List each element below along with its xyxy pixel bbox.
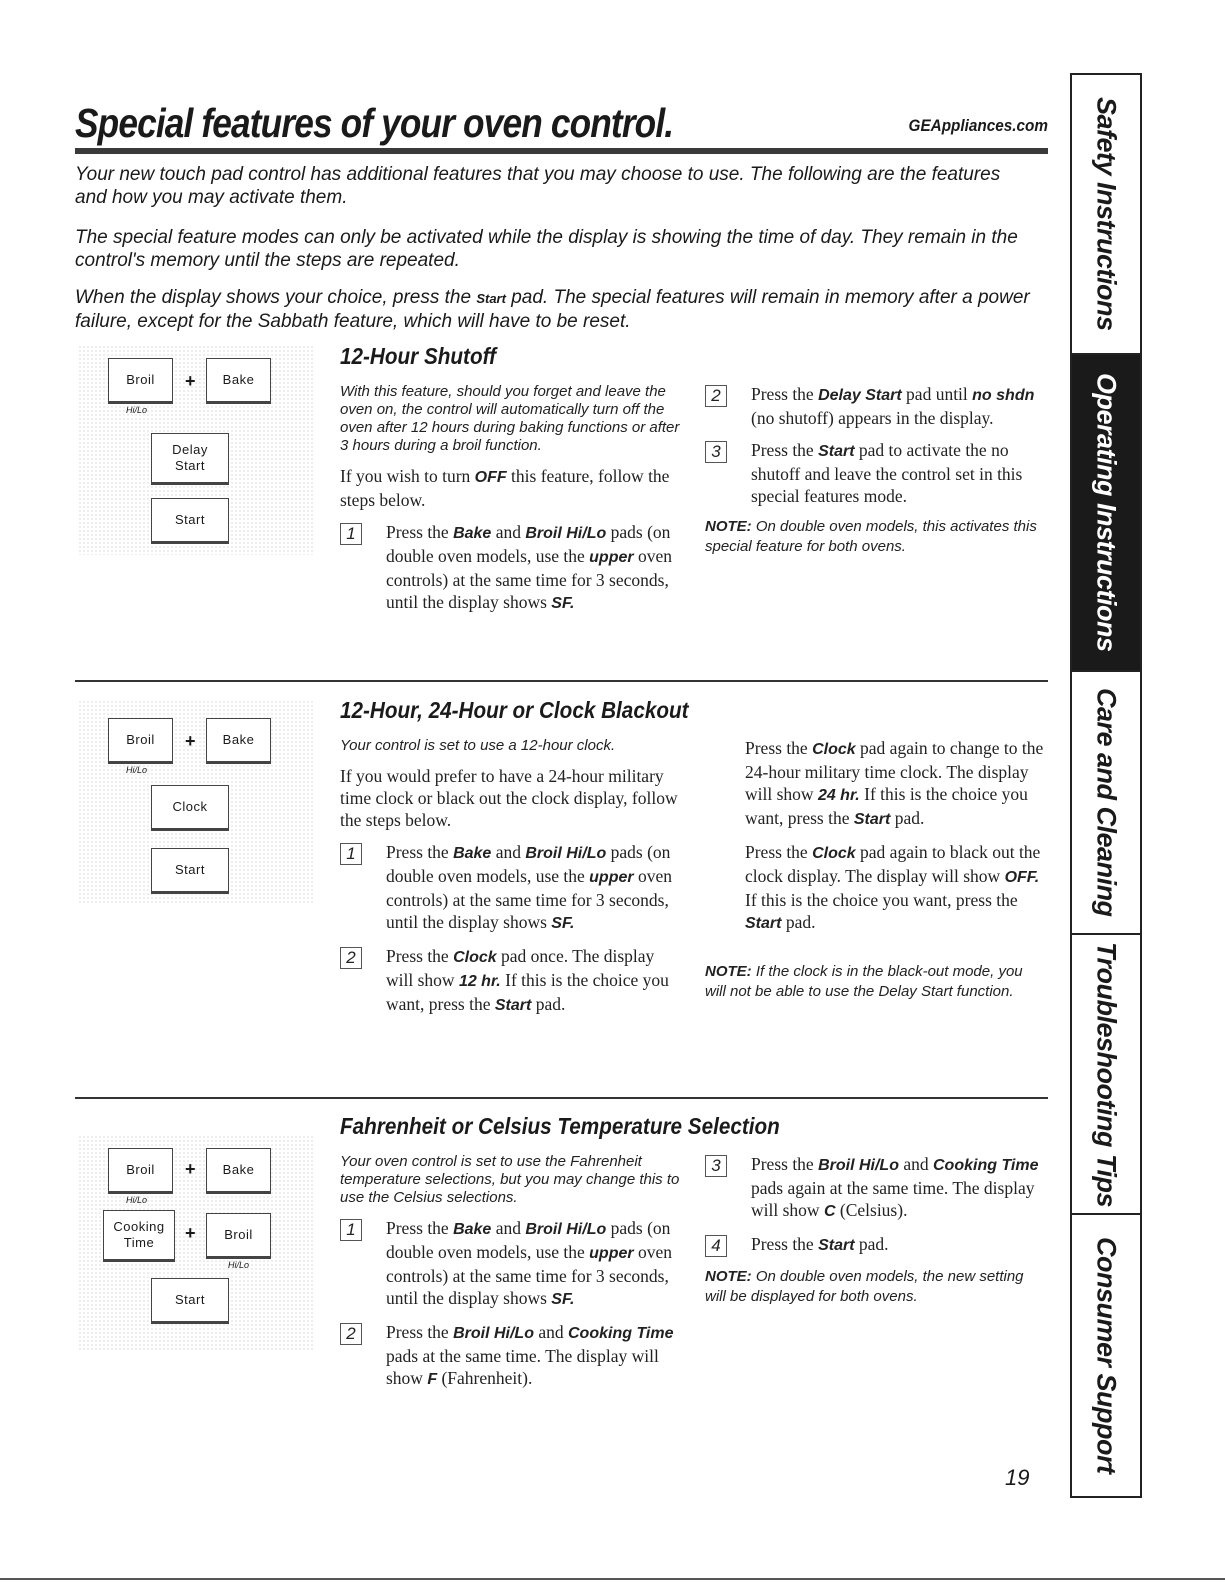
hilo-label: Hi/Lo — [126, 1195, 148, 1205]
cooking-time-key: Cooking Time — [103, 1210, 175, 1262]
hilo-label: Hi/Lo — [126, 405, 148, 415]
temperature-step-1: 1 Press the Bake and Broil Hi/Lo pads (on double oven models, use the upper oven controls) at the same time for 3 seconds, until the display shows SF. — [340, 1217, 680, 1311]
section-title-shutoff: 12-Hour Shutoff — [340, 343, 497, 369]
broil-key: Broil — [108, 1148, 173, 1194]
section-title-temperature: Fahrenheit or Celsius Temperature Selection — [340, 1113, 780, 1139]
clock-column-right — [745, 737, 1045, 945]
shutoff-column-right — [705, 383, 1045, 567]
page-title: Special features of your oven control. — [75, 100, 674, 146]
clock-note-block — [705, 962, 1045, 1012]
clock-intro: Your control is set to use a 12-hour clock. — [340, 737, 616, 754]
clock-column-left — [340, 737, 680, 1027]
section-tabs-sidebar — [1070, 73, 1142, 1498]
clock-key: Clock — [151, 785, 229, 831]
tab-care-and-cleaning[interactable]: Care and Cleaning — [1072, 672, 1140, 935]
temperature-intro: Your oven control is set to use the Fahrenheit temperature selections, but you may change this to use the Celsius selections. — [340, 1153, 680, 1206]
intro-paragraph-3: When the display shows your choice, press the Start pad. The special features will remain in memory after a power failure, except for the Sabbath feature, which will have to be reset. — [75, 287, 1030, 332]
clock-paragraph-24hr: Press the Clock pad again to change to the 24-hour military time clock. The display will show 24 hr. If this is the choice you want, press the Start pad. — [745, 738, 1044, 828]
temperature-column-left — [340, 1153, 680, 1401]
tab-troubleshooting-tips[interactable]: Troubleshooting Tips — [1072, 935, 1140, 1215]
shutoff-step-3: 3 Press the Start pad to activate the no shutoff and leave the control set in this special features mode. — [705, 439, 1045, 507]
shutoff-note: NOTE: On double oven models, this activates this special feature for both ovens. — [705, 518, 1037, 555]
temperature-step-3: 3 Press the Broil Hi/Lo and Cooking Time pads again at the same time. The display will show C (Celsius). — [705, 1153, 1045, 1223]
start-key: Start — [151, 848, 229, 894]
plus-sign: + — [185, 371, 196, 391]
section-title-clock: 12-Hour, 24-Hour or Clock Blackout — [340, 697, 689, 723]
start-key: Start — [151, 1278, 229, 1324]
clock-step-1: 1 Press the Bake and Broil Hi/Lo pads (on double oven models, use the upper oven controls) at the same time for 3 seconds, until the display shows SF. — [340, 841, 680, 935]
bottom-border — [0, 1578, 1225, 1580]
temperature-step-4: 4 Press the Start pad. — [705, 1233, 1045, 1257]
keypad-illustration-temperature — [78, 1135, 313, 1350]
clock-paragraph: If you would prefer to have a 24-hour military time clock or black out the clock display, follow the steps below. — [340, 766, 678, 830]
shutoff-intro: With this feature, should you forget and leave the oven on, the control will automatically turn off the oven after 12 hours during baking functions or after 3 hours during a broil function. — [340, 383, 680, 454]
page-number: 19 — [1005, 1465, 1030, 1490]
tab-safety-instructions[interactable]: Safety Instructions — [1072, 75, 1140, 355]
shutoff-paragraph: If you wish to turn OFF this feature, follow the steps below. — [340, 466, 670, 510]
temperature-step-2: 2 Press the Broil Hi/Lo and Cooking Time pads at the same time. The display will show F (Fahrenheit). — [340, 1321, 680, 1391]
intro-paragraph-1: Your new touch pad control has additional features that you may choose to use. The following are the features and how you may activate them. — [75, 164, 1001, 208]
temperature-column-right — [705, 1153, 1045, 1317]
hilo-label: Hi/Lo — [126, 765, 148, 775]
start-key: Start — [151, 498, 229, 544]
plus-sign: + — [185, 1223, 196, 1243]
section-divider-2 — [75, 1097, 1048, 1099]
tab-consumer-support[interactable]: Consumer Support — [1091, 1237, 1122, 1474]
shutoff-column-left — [340, 383, 680, 625]
clock-note: NOTE: If the clock is in the black-out mode, you will not be able to use the Delay Start function. — [705, 963, 1023, 1000]
broil-key: Broil — [206, 1213, 271, 1259]
intro-paragraph-2: The special feature modes can only be activated while the display is showing the time of day. They remain in the control's memory until the steps are repeated. — [75, 227, 1018, 271]
hilo-label: Hi/Lo — [228, 1260, 250, 1270]
website-url: GEAppliances.com — [908, 116, 1048, 135]
keypad-illustration-shutoff — [78, 345, 313, 555]
broil-key: Broil — [108, 718, 173, 764]
clock-paragraph-blackout: Press the Clock pad again to black out the clock display. The display will show OFF. If this is the choice you want, press the Start pad. — [745, 842, 1041, 932]
broil-key: Broil — [108, 358, 173, 404]
header-rule — [75, 148, 1048, 154]
delay-start-key: Delay Start — [151, 433, 229, 485]
section-divider-1 — [75, 680, 1048, 682]
tab-operating-instructions[interactable]: Operating Instructions — [1072, 355, 1140, 672]
shutoff-step-2: 2 Press the Delay Start pad until no shdn (no shutoff) appears in the display. — [705, 383, 1045, 429]
plus-sign: + — [185, 731, 196, 751]
bake-key: Bake — [206, 718, 271, 764]
plus-sign: + — [185, 1159, 196, 1179]
bake-key: Bake — [206, 1148, 271, 1194]
temperature-note: NOTE: On double oven models, the new setting will be displayed for both ovens. — [705, 1268, 1024, 1305]
shutoff-step-1: 1 Press the Bake and Broil Hi/Lo pads (on double oven models, use the upper oven controls) at the same time for 3 seconds, until the display shows SF. — [340, 521, 680, 615]
clock-step-2: 2 Press the Clock pad once. The display will show 12 hr. If this is the choice you want, press the Start pad. — [340, 945, 680, 1017]
keypad-illustration-clock — [78, 700, 313, 905]
bake-key: Bake — [206, 358, 271, 404]
